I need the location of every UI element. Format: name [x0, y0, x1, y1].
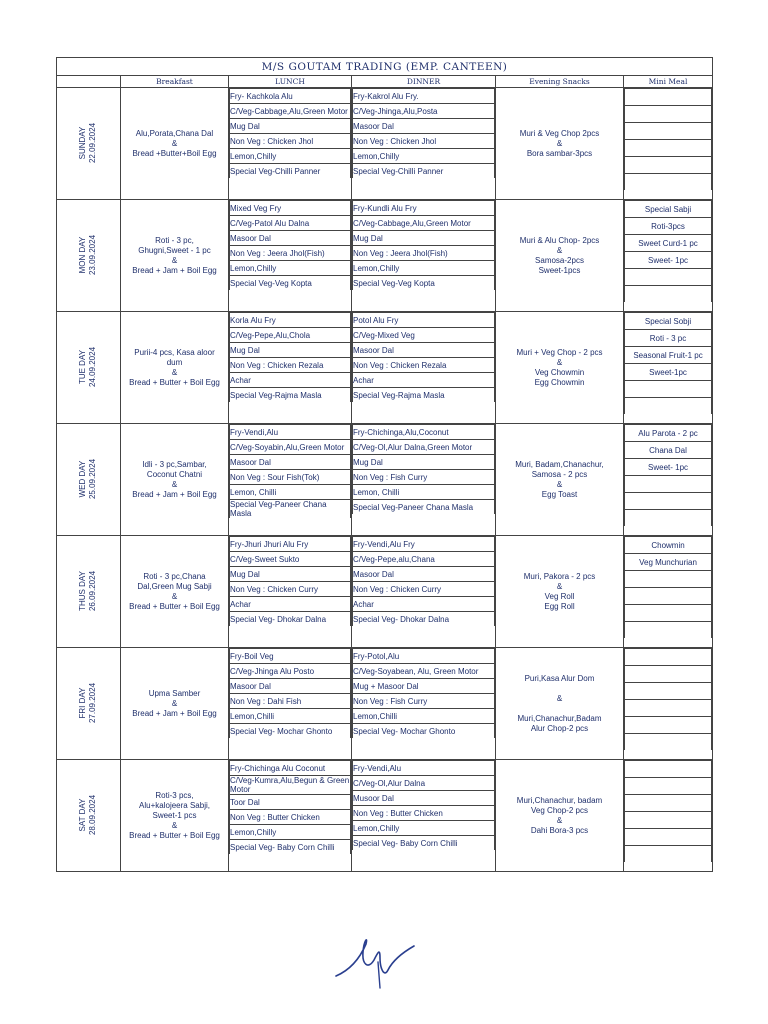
header-day — [57, 76, 121, 88]
dinner-cell — [352, 312, 496, 424]
lunch-list-item: Achar — [230, 373, 351, 388]
mini-meal-list-item: Sweet-1pc — [625, 364, 712, 381]
dinner-cell — [352, 200, 496, 312]
lunch-list-item: Masoor Dal — [230, 231, 351, 246]
dinner-list-item: Special Veg- Mochar Ghonto — [353, 724, 495, 739]
mini-meal-list — [624, 760, 712, 862]
dinner-list-item: Special Veg-Paneer Chana Masla — [353, 500, 495, 515]
dinner-list-item: Potol Alu Fry — [353, 313, 495, 328]
dinner-list-item: Achar — [353, 373, 495, 388]
snacks-cell: Muri & Veg Chop 2pcs & Bora sambar-3pcs — [496, 88, 624, 200]
dinner-list — [352, 536, 495, 626]
day-cell — [57, 648, 121, 760]
mini-meal-empty — [625, 795, 712, 812]
mini-meal-cell — [624, 648, 713, 760]
mini-meal-empty — [625, 666, 712, 683]
dinner-list-item: C/Veg-Cabbage,Alu,Green Motor — [353, 216, 495, 231]
day-row — [57, 200, 713, 312]
dinner-list-item: C/Veg-Ol,Alur Dalna — [353, 776, 495, 791]
header-breakfast: Breakfast — [121, 76, 229, 88]
mini-meal-empty — [625, 157, 712, 174]
lunch-list — [229, 200, 351, 290]
mini-meal-list-item: Sweet- 1pc — [625, 459, 712, 476]
day-label: THUS DAY 26.09.2024 — [78, 570, 98, 611]
mini-meal-cell — [624, 312, 713, 424]
day-row — [57, 424, 713, 536]
lunch-list-item: Mug Dal — [230, 567, 351, 582]
snacks-cell: Puri,Kasa Alur Dom & Muri,Chanachur,Badam Alur Chop-2 pcs — [496, 648, 624, 760]
mini-meal-list-item: Roti-3pcs — [625, 218, 712, 235]
dinner-list-item: Non Veg : Jeera Jhol(Fish) — [353, 246, 495, 261]
snacks-cell: Muri, Badam,Chanachur, Samosa - 2 pcs & Egg Toast — [496, 424, 624, 536]
lunch-list-item: Lemon,Chilly — [230, 825, 351, 840]
mini-meal-empty — [625, 734, 712, 751]
dinner-list-item: Lemon, Chilli — [353, 485, 495, 500]
dinner-list-item: Fry-Vendi,Alu Fry — [353, 537, 495, 552]
dinner-list-item: Lemon,Chilly — [353, 821, 495, 836]
dinner-cell — [352, 760, 496, 872]
mini-meal-empty — [625, 717, 712, 734]
day-row — [57, 312, 713, 424]
lunch-cell — [229, 760, 352, 872]
mini-meal-cell — [624, 760, 713, 872]
lunch-list-item: Lemon,Chilli — [230, 709, 351, 724]
dinner-list-item: Masoor Dal — [353, 343, 495, 358]
mini-meal-empty — [625, 605, 712, 622]
header-dinner: DINNER — [352, 76, 496, 88]
dinner-list — [352, 312, 495, 402]
snacks-cell: Muri,Chanachur, badam Veg Chop-2 pcs & Dahi Bora-3 pcs — [496, 760, 624, 872]
mini-meal-empty — [625, 106, 712, 123]
mini-meal-list-item: Roti - 3 pc — [625, 330, 712, 347]
lunch-cell — [229, 536, 352, 648]
mini-meal-empty — [625, 683, 712, 700]
lunch-cell — [229, 312, 352, 424]
lunch-list-item: Special Veg-Rajma Masla — [230, 388, 351, 403]
mini-meal-list — [624, 312, 712, 414]
lunch-list-item: C/Veg-Patol Alu Dalna — [230, 216, 351, 231]
mini-meal-empty — [625, 381, 712, 398]
dinner-list-item: Masoor Dal — [353, 119, 495, 134]
mini-meal-list-item: Veg Munchurian — [625, 554, 712, 571]
dinner-list-item: Special Veg- Dhokar Dalna — [353, 612, 495, 627]
lunch-list — [229, 536, 351, 626]
dinner-list-item: Musoor Dal — [353, 791, 495, 806]
dinner-cell — [352, 424, 496, 536]
lunch-list-item: Special Veg- Baby Corn Chilli — [230, 840, 351, 855]
dinner-list-item: Non Veg : Chicken Jhol — [353, 134, 495, 149]
dinner-list-item: Fry-Kundli Alu Fry — [353, 201, 495, 216]
day-row — [57, 88, 713, 200]
lunch-list-item: Lemon,Chilly — [230, 149, 351, 164]
day-cell — [57, 88, 121, 200]
menu-document — [56, 57, 712, 872]
lunch-cell — [229, 648, 352, 760]
breakfast-cell: Roti-3 pcs, Alu+kalojeera Sabji, Sweet-1 pcs & Bread + Butter + Boil Egg — [121, 760, 229, 872]
mini-meal-empty — [625, 286, 712, 303]
dinner-list-item: Special Veg-Chilli Panner — [353, 164, 495, 179]
breakfast-cell: Roti - 3 pc,Chana Dal,Green Mug Sabji & Bread + Butter + Boil Egg — [121, 536, 229, 648]
snacks-cell: Muri & Alu Chop- 2pcs & Samosa-2pcs Sweet-1pcs — [496, 200, 624, 312]
lunch-list-item: Fry- Kachkola Alu — [230, 89, 351, 104]
dinner-list-item: Achar — [353, 597, 495, 612]
dinner-list-item: Masoor Dal — [353, 567, 495, 582]
lunch-cell — [229, 200, 352, 312]
mini-meal-empty — [625, 476, 712, 493]
snacks-cell: Muri + Veg Chop - 2 pcs & Veg Chowmin Egg Chowmin — [496, 312, 624, 424]
lunch-list-item: Lemon,Chilly — [230, 261, 351, 276]
dinner-list-item: Lemon,Chilli — [353, 709, 495, 724]
mini-meal-empty — [625, 174, 712, 191]
day-row — [57, 536, 713, 648]
lunch-list-item: Non Veg : Jeera Jhol(Fish) — [230, 246, 351, 261]
dinner-list-item: Non Veg : Butter Chicken — [353, 806, 495, 821]
day-cell — [57, 312, 121, 424]
mini-meal-empty — [625, 510, 712, 527]
dinner-list-item: Fry-Chichinga,Alu,Coconut — [353, 425, 495, 440]
mini-meal-empty — [625, 778, 712, 795]
mini-meal-cell — [624, 200, 713, 312]
mini-meal-empty — [625, 140, 712, 157]
mini-meal-list — [624, 88, 712, 190]
day-row — [57, 648, 713, 760]
dinner-list-item: C/Veg-Soyabean, Alu, Green Motor — [353, 664, 495, 679]
mini-meal-empty — [625, 269, 712, 286]
header-mini-meal: Mini Meal — [624, 76, 713, 88]
lunch-list-item: C/Veg-Kumra,Alu,Begun & Green Motor — [230, 776, 350, 794]
mini-meal-empty — [625, 622, 712, 639]
mini-meal-empty — [625, 571, 712, 588]
header-row — [57, 76, 713, 88]
dinner-list — [352, 88, 495, 178]
lunch-list-item: Non Veg : Chicken Jhol — [230, 134, 351, 149]
lunch-list-item: Lemon, Chilli — [230, 485, 351, 500]
lunch-list — [229, 88, 351, 178]
dinner-list-item: Mug Dal — [353, 455, 495, 470]
mini-meal-empty — [625, 846, 712, 863]
lunch-list-item: Mug Dal — [230, 343, 351, 358]
lunch-list-item: Fry-Vendi,Alu — [230, 425, 351, 440]
day-cell — [57, 424, 121, 536]
mini-meal-list-item: Special Sobji — [625, 313, 712, 330]
dinner-list-item: Non Veg : Fish Curry — [353, 694, 495, 709]
lunch-list-item: C/Veg-Jhinga Alu Posto — [230, 664, 351, 679]
dinner-list-item: C/Veg-Pepe,alu,Chana — [353, 552, 495, 567]
snacks-cell: Muri, Pakora - 2 pcs & Veg Roll Egg Roll — [496, 536, 624, 648]
lunch-list-item: Non Veg : Chicken Rezala — [230, 358, 351, 373]
dinner-list-item: Lemon,Chilly — [353, 261, 495, 276]
dinner-list — [352, 424, 495, 514]
mini-meal-list-item: Chowmin — [625, 537, 712, 554]
day-row — [57, 760, 713, 872]
lunch-list — [229, 424, 351, 518]
day-cell — [57, 200, 121, 312]
breakfast-cell: Roti - 3 pc, Ghugni,Sweet - 1 pc & Bread + Jam + Boil Egg — [121, 200, 229, 312]
lunch-list-item: Achar — [230, 597, 351, 612]
signature — [330, 918, 420, 998]
mini-meal-list — [624, 424, 712, 526]
lunch-list-item: Fry-Chichinga Alu Coconut — [230, 761, 351, 776]
dinner-list-item: Mug Dal — [353, 231, 495, 246]
lunch-list — [229, 760, 351, 854]
breakfast-cell: Alu,Porata,Chana Dal & Bread +Butter+Boil Egg — [121, 88, 229, 200]
mini-meal-empty — [625, 493, 712, 510]
dinner-list-item: Mug + Masoor Dal — [353, 679, 495, 694]
lunch-list-item: Fry-Jhuri Jhuri Alu Fry — [230, 537, 351, 552]
lunch-list-item: Special Veg- Dhokar Dalna — [230, 612, 351, 627]
dinner-list-item: Lemon,Chilly — [353, 149, 495, 164]
dinner-list — [352, 760, 495, 850]
dinner-cell — [352, 536, 496, 648]
mini-meal-list-item: Special Sabji — [625, 201, 712, 218]
lunch-list-item: Non Veg : Dahi Fish — [230, 694, 351, 709]
lunch-list-item: Fry-Boil Veg — [230, 649, 351, 664]
lunch-list — [229, 312, 351, 402]
mini-meal-list — [624, 536, 712, 638]
mini-meal-cell — [624, 536, 713, 648]
dinner-list — [352, 648, 495, 738]
menu-body — [57, 88, 713, 872]
menu-table — [56, 57, 713, 872]
day-label: MON DAY 23.09.2024 — [78, 234, 98, 275]
mini-meal-list — [624, 648, 712, 750]
lunch-list-item: Special Veg- Mochar Ghonto — [230, 724, 351, 739]
lunch-list-item: C/Veg-Cabbage,Alu,Green Motor — [230, 104, 351, 119]
lunch-list — [229, 648, 351, 738]
day-label: TUE DAY 24.09.2024 — [78, 346, 98, 387]
mini-meal-empty — [625, 812, 712, 829]
dinner-cell — [352, 88, 496, 200]
dinner-list-item: C/Veg-Mixed Veg — [353, 328, 495, 343]
dinner-list-item: Fry-Potol,Alu — [353, 649, 495, 664]
day-label: WED DAY 25.09.2024 — [78, 458, 98, 499]
day-label: FRI DAY 27.09.2024 — [78, 682, 98, 723]
dinner-list-item: C/Veg-Ol,Alur Dalna,Green Motor — [353, 440, 495, 455]
dinner-list-item: Fry-Vendi,Alu — [353, 761, 495, 776]
lunch-cell — [229, 424, 352, 536]
lunch-list-item: Non Veg : Sour Fish(Tok) — [230, 470, 351, 485]
dinner-list-item: Special Veg- Baby Corn Chilli — [353, 836, 495, 851]
lunch-list-item: Special Veg-Chilli Panner — [230, 164, 351, 179]
mini-meal-cell — [624, 88, 713, 200]
dinner-cell — [352, 648, 496, 760]
lunch-list-item: Non Veg : Chicken Curry — [230, 582, 351, 597]
mini-meal-list-item: Seasonal Fruit-1 pc — [625, 347, 712, 364]
lunch-list-item: Korla Alu Fry — [230, 313, 351, 328]
lunch-cell — [229, 88, 352, 200]
breakfast-cell: Upma Samber & Bread + Jam + Boil Egg — [121, 648, 229, 760]
lunch-list-item: C/Veg-Pepe,Alu,Chola — [230, 328, 351, 343]
header-lunch: LUNCH — [229, 76, 352, 88]
lunch-list-item: Mixed Veg Fry — [230, 201, 351, 216]
mini-meal-empty — [625, 829, 712, 846]
dinner-list-item: Special Veg-Rajma Masla — [353, 388, 495, 403]
lunch-list-item: Toor Dal — [230, 795, 351, 810]
lunch-list-item: Non Veg : Butter Chicken — [230, 810, 351, 825]
dinner-list — [352, 200, 495, 290]
dinner-list-item: Non Veg : Chicken Curry — [353, 582, 495, 597]
dinner-list-item: Fry-Kakrol Alu Fry. — [353, 89, 495, 104]
mini-meal-list — [624, 200, 712, 302]
mini-meal-list-item: Sweet Curd-1 pc — [625, 235, 712, 252]
dinner-list-item: C/Veg-Jhinga,Alu,Posta — [353, 104, 495, 119]
lunch-list-item: Special Veg-Veg Kopta — [230, 276, 351, 291]
dinner-list-item: Special Veg-Veg Kopta — [353, 276, 495, 291]
document-title: M/S GOUTAM TRADING (EMP. CANTEEN) — [57, 58, 713, 76]
day-label: SAT DAY 28.09.2024 — [78, 794, 98, 835]
mini-meal-empty — [625, 649, 712, 666]
mini-meal-empty — [625, 123, 712, 140]
mini-meal-empty — [625, 588, 712, 605]
header-evening-snacks: Evening Snacks — [496, 76, 624, 88]
mini-meal-list-item: Alu Parota - 2 pc — [625, 425, 712, 442]
lunch-list-item: Masoor Dal — [230, 679, 351, 694]
mini-meal-list-item: Chana Dal — [625, 442, 712, 459]
breakfast-cell: Idli - 3 pc,Sambar, Coconut Chatni & Bread + Jam + Boil Egg — [121, 424, 229, 536]
breakfast-cell: Purii-4 pcs, Kasa aloor dum & Bread + Butter + Boil Egg — [121, 312, 229, 424]
day-cell — [57, 536, 121, 648]
mini-meal-list-item: Sweet- 1pc — [625, 252, 712, 269]
mini-meal-cell — [624, 424, 713, 536]
day-cell — [57, 760, 121, 872]
day-label: SUNDAY 22.09.2024 — [78, 122, 98, 163]
mini-meal-empty — [625, 89, 712, 106]
dinner-list-item: Non Veg : Chicken Rezala — [353, 358, 495, 373]
mini-meal-empty — [625, 761, 712, 778]
lunch-list-item: Special Veg-Paneer Chana Masla — [230, 500, 351, 519]
dinner-list-item: Non Veg : Fish Curry — [353, 470, 495, 485]
lunch-list-item: Masoor Dal — [230, 455, 351, 470]
lunch-list-item: C/Veg-Sweet Sukto — [230, 552, 351, 567]
mini-meal-empty — [625, 700, 712, 717]
lunch-list-item: C/Veg-Soyabin,Alu,Green Motor — [230, 440, 351, 455]
lunch-list-item: Mug Dal — [230, 119, 351, 134]
mini-meal-empty — [625, 398, 712, 415]
